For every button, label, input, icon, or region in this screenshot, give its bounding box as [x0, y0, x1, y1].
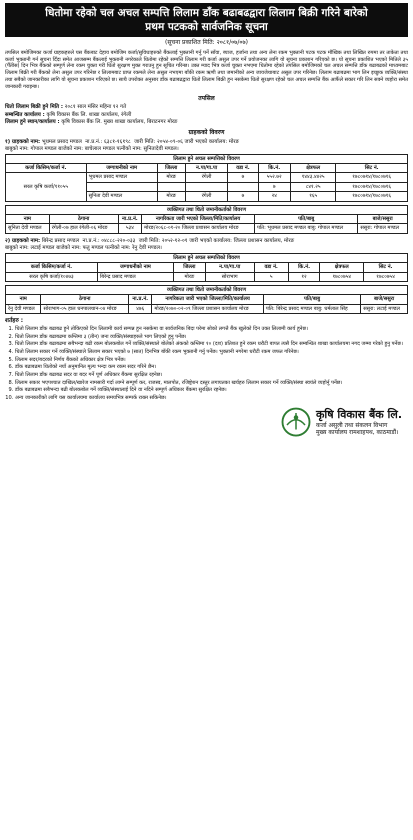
bank-footer [5, 407, 408, 437]
vdc-cell: रंगेली [185, 173, 228, 182]
guarantor-address-cell: रंगेली-०७ हाल रंगेली-०६ मोरङ [49, 224, 118, 233]
guarantor-grand-cell: ससुरा: लटाई मण्डल [361, 304, 408, 313]
borrower-1-label: १) ग्राहकको नाम: [5, 138, 41, 145]
list-item: 3. धितो लिलाम डाँक बढाबढमा सबैभन्दा बढी रकम बोलकबोल गर्ने व्यक्ति/संस्थाले बोलेको अंकको कम्तिमा १० (दश) प्रतिशत हुने रकम धरौटी बापत त्यसै दिन सम्बन्धित शाखा कार्यालयमा नगद जम्मा गरेको हुनु पर्नेछ। [15, 341, 408, 348]
list-item: 8. लिलाम सकार भएपश्चात दाखिल/खारेज नामसारी गर्दा लाग्ने सम्पूर्ण कर, राजस्व, मालपोत, रजिष्ट्रेशन दस्तुर लगायतका खर्चहरु लिलाम सकार गर्ने व्यक्ति/संस्था स्वयंले व्यहोर्नु पर्नेछ। [15, 380, 408, 387]
auction-place-label: लिलाम हुने स्थान/कार्यालय : [5, 119, 60, 126]
header-line-2: प्रथम पटकको सार्वजनिक सूचना [145, 21, 268, 34]
guarantor-issued-cell: मोरङ/२०६८-०१-२० जिल्ला प्रशासन कार्यालय मोरङ [142, 224, 255, 233]
table-header: जिल्ला [157, 164, 185, 173]
vdc-cell [185, 182, 228, 191]
guarantor-grand-cell: ससुरा: गोपाल मण्डल [358, 224, 408, 233]
sheet-cell: १७८०७५४ [364, 272, 408, 281]
bank-name: कृषि विकास बैंक लि. [315, 407, 402, 421]
guarantor-id-cell: ४७६ [129, 304, 152, 313]
borrower-1-name: भूधमल प्रसाद मण्डल [41, 138, 82, 145]
guarantor-parent-cell: पति: भूधमल प्रसाद मण्डल बाबु: गोपाल मण्डल [254, 224, 357, 233]
area-cell: १७८०७५४ [320, 272, 364, 281]
guarantor-name-cell: सुनिता देवी मण्डल [6, 224, 50, 233]
borrower-2-label: २) ग्राहकको नाम: [5, 237, 41, 244]
notice-date: (सूचना प्रकाशित मिति: २०८१/०७/०७) [165, 39, 248, 47]
table-header: पति/बाबु [254, 214, 357, 223]
kitta-cell: ५५२.७२ [258, 173, 290, 182]
table-row [6, 173, 408, 182]
table-header: ना.प्र.नं. [118, 214, 141, 223]
table-header: सिट नं. [364, 263, 408, 272]
district-cell: मोरङ [173, 272, 205, 281]
list-item: 7. धितो लिलाम डाँक बढाबढ सदर वा बदर गर्ने पूर्ण अधिकार बैंकमा सुरक्षित रहनेछ। [15, 372, 408, 379]
table-row [6, 304, 408, 313]
kitta-cell: १२ [288, 272, 320, 281]
auction-office-value: कृषि विकास बैंक लि. शाखा कार्यालय, रंगेली [46, 111, 132, 118]
ward-cell: ५ [254, 272, 288, 281]
auction-place-value: कृषि विकास बैंक लि. मुख्य शाखा कार्यालय, बिराटनगर मोरङ [61, 119, 178, 126]
owner-cell: सुनिता देवी मण्डल [86, 192, 157, 201]
property-table-1-caption: लिलाम हुने अचल सम्पत्तिको विवरण [6, 154, 408, 163]
borrower-2-name: बिरेन्द्र प्रसाद मण्डल [41, 237, 80, 244]
ward-cell: ७ [228, 173, 258, 182]
notice-header [5, 3, 408, 37]
auction-date-line [5, 104, 408, 111]
sheet-cell: १७८०७१४/१७८०७१६ [336, 173, 408, 182]
guarantor-address-cell: सोराभाग-०५ हाल धनपालथान-०४ मोरङ [41, 304, 129, 313]
district-cell [157, 182, 185, 191]
table-header: सिट नं. [336, 164, 408, 173]
list-item: 9. डाँक बढाबढमा सबैभन्दा बढी बोलकबोल गर्ने व्यक्ति/संस्थालाई दिने वा नदिने सम्पूर्ण अधिकार बैंकमा सुरक्षित रहनेछ। [15, 387, 408, 394]
table-header: जिल्ला [173, 263, 205, 272]
table-header: नाम [6, 214, 50, 223]
list-item: 10. अन्य जानकारीको लागि यस कार्यालयमा कार्यालय समयभित्र सम्पर्क राख्न सकिनेछ। [15, 395, 408, 402]
auction-date-value: २०८१ साल मंसिर महिना १२ गते [64, 104, 127, 111]
kitta-cell: २४ [258, 192, 290, 201]
table-header: क्षेत्रफल [290, 164, 335, 173]
bank-address: मुख्य कार्यालय रामशाहपथ, काठमाडौं। [315, 429, 399, 437]
table-header: जग्गाधनीको नाम [97, 263, 173, 272]
ward-cell [228, 182, 258, 191]
ward-cell: ७ [228, 192, 258, 201]
auction-office-label: सम्बन्धित कार्यालय : [5, 111, 45, 118]
area-cell: १४४३.४४२५ [290, 173, 335, 182]
table-header: वडा नं. [254, 263, 288, 272]
property-table-2-caption: लिलाम हुने अचल सम्पत्तिको विवरण [6, 253, 408, 262]
property-table-2 [5, 253, 408, 282]
list-item: 5. लिलाम सदर/बदरको निर्णय बैंकको अधिकार क्षेत्र भित्र पर्नेछ। [15, 357, 408, 364]
table-header: कर्जा किसिम/कर्जा नं. [6, 164, 87, 173]
table-row [6, 224, 408, 233]
table-header: ना.प्र.नं. [129, 295, 152, 304]
guarantor-name-cell: रेनु देवी मण्डल [6, 304, 41, 313]
area-cell: १६५ [290, 192, 335, 201]
owner-cell: बिरेन्द्र प्रसाद मण्डल [97, 272, 173, 281]
area-cell: ८४१.२५ [290, 182, 335, 191]
table-header: ठेगाना [49, 214, 118, 223]
list-item: 6. डाँक बढाबढमा धितोको नयाँ अनुमानित मूल्य भन्दा कम रकम सदर गरिने छैन। [15, 364, 408, 371]
borrower-1-family: बाबुको नाम: गोपाल मण्डल बाजेको नाम: बाचेलाल मण्डल पत्नीको नाम: सुनितादेवी मण्डल। [5, 146, 179, 153]
guarantor-table-2 [5, 285, 408, 314]
conditions-heading: शर्तहरु : [5, 318, 24, 325]
conditions-list [5, 326, 408, 401]
guarantor-table-1 [5, 205, 408, 234]
auction-date-label: धितो लिलाम बिक्री हुने मिति : [5, 104, 63, 111]
table-header: नागरिकता जारी भएको जिल्ला/मिति/कार्यालय [142, 214, 255, 223]
guarantor-parent-cell: पति: बिरेन्द्र प्रसाद मण्डल बाबु: धर्मलाल सिंह [263, 304, 360, 313]
loan-type-cell: सरल कृषि कर्जा/१०४७३ [6, 272, 98, 281]
borrower-2-line [5, 238, 408, 245]
table-header: बाजे/ससुरा [361, 295, 408, 304]
guarantor-issued-cell: मोरङ/२०७०-०२-०९ जिल्ला प्रशासन कार्यालय मोरङ [152, 304, 263, 313]
district-cell: मोरङ [157, 192, 185, 201]
vdc-cell: रंगेली [185, 192, 228, 201]
table-header: न.पा/गा.पा [205, 263, 254, 272]
borrower-1-line [5, 139, 408, 146]
borrower-1-citizenship: ना.प्र.नं.: ६३८१-१६१९८ [85, 138, 131, 145]
bank-info [316, 408, 402, 437]
table-header: कर्जा किसिम/कर्जा नं. [6, 263, 98, 272]
borrower-2-issue: जारी मिति: २०५२-१२-०१ जारी भएको कार्यालय: जिल्ला प्रशासन कार्यालय, मोरङ [138, 237, 295, 244]
list-item: 2. धितो लिलाम डाँक बढाबढमा कम्तिमा ३ (तीन) जना व्यक्ति/संस्थाहरुले भाग लिएको हुनु पर्नेछ। [15, 334, 408, 341]
list-item: 1. धितो लिलाम डाँक बढाबढ हुने तोकिएको दिन लिलामी कार्य सम्पन्न हुन नसकेमा वा सार्वजनिक बिदा परेमा सोको लगत्तै बैंक खुलेको दिन उक्त लिलामी कार्य हुनेछ। [15, 326, 408, 333]
borrower-2-family: बाबुको नाम: लटाई मण्डल बाजेको नाम: फतु मण्डल पत्नीको नाम: रेनु देवी मण्डल। [5, 245, 162, 252]
borrower-1-issue: जारी मिति: २०५४-०९-०६ जारी भएको कार्यालय: मोरङ [134, 138, 239, 145]
owner-cell [86, 182, 157, 191]
table-header: पति/बाबु [263, 295, 360, 304]
table-header: न.पा/गा.पा [185, 164, 228, 173]
table-header: क्षेत्रफल [320, 263, 364, 272]
bank-dept: कर्जा असुली तथा संकलन विभाग [315, 421, 388, 429]
vdc-cell: सोराभाग [205, 272, 254, 281]
table-header: बाजे/ससुरा [358, 214, 408, 223]
owner-cell: भूधमल प्रसाद मण्डल [86, 173, 157, 182]
district-cell: मोरङ [157, 173, 185, 182]
table-header: वडा नं. [228, 164, 258, 173]
sheet-cell: १७८०७१४/१७८०७१६ [336, 182, 408, 191]
table-header: कि.नं. [258, 164, 290, 173]
table-row [6, 272, 408, 281]
loan-type-cell: सरल कृषि कर्जा/११०५५ [6, 173, 87, 201]
tapsil-heading: तपसिल [198, 94, 215, 102]
kitta-cell: ७ [258, 182, 290, 191]
auction-office-line [5, 112, 408, 119]
intro-paragraph: तपसिल बमोजिमका कर्जा ग्राहकहरुले यस बैंकबाट देहाय बमोजिम कर्जा/सुविधाहरुको बैंकलाई भुक्तानी गर्नु पर्ने साँवा, ब्याज, हर्जाना तथा अन्य लेना रकम भुक्तानी पटक पटक मौखिक तथा लिखित रुपमा तर ताकेता तथा कर्जा भुक्तानी गर्न सूचना दिँदा समेत आजसम्म बैंकलाई भुक्तानी नगरेकाले धितोमा रहेको सम्पत्ति लिलाम गरी कर्जा असुल उपर गर्ने प्रयोजनका लागि यो सूचना प्रकाशन गरिएको छ। यो सूचना प्रकाशित भएको मितिले ३५ (पैँतीस) दिन भित्र बैंकको सम्पूर्ण लेना रकम चुक्ता गरी धितो सुरक्षण मुक्त गराउनु हुन सूचित गरिन्छ। उक्त म्याद भित्र कर्जा चुक्ता नभएमा धितोमा रहेको तपसिल बमोजिमको चल अचल सम्पत्ति डाँक बढाबढको माध्यमबाट लिलाम बिक्री गरी बैंकको लेना असुल उपर गरिनेछ र लिलामबाट प्राप्त रकमले लेना असुल नभएमा बाँकी रकम ऋणी तथा जमानीको अन्य जायजेथाबाट असुल उपर गरिनेछ। लिलाम बढाबढमा भाग लिन इच्छुक व्यक्ति/संस्था तथा सबैको जानकारीका लागि यो सूचना प्रकाशन गरिएको छ। साथै उपरोक्त अनुसार डाँक बढाबढद्वारा धितो लिलाम बिक्री हुन नसकेमा धितो सुरक्षण रहेको चल अचल सम्पत्ति बैंक आफैंले सकार गरि लिन सक्ने व्यहोरा समेत जानकारी गराइन्छ। [5, 49, 408, 90]
property-table-1 [5, 154, 408, 202]
table-header: जग्गाधनीको नाम [86, 164, 157, 173]
auction-place-line [5, 119, 408, 126]
borrower-2-citizenship: ना.प्र.नं.: ०४८८८-२२०-०३३ [82, 237, 136, 244]
guarantor-table-1-caption: व्यक्तिगत तथा धितो जमानीकर्ताको विवरण [6, 205, 408, 214]
table-header: ठेगाना [41, 295, 129, 304]
sheet-cell: १७८०७१४/१७८०७१६ [336, 192, 408, 201]
table-header: नाम [6, 295, 41, 304]
guarantor-table-2-caption: व्यक्तिगत तथा धितो जमानीकर्ताको विवरण [6, 285, 408, 294]
header-line-1: धितोमा रहेको चल अचल सम्पत्ति लिलाम डाँक बढाबढद्वारा लिलाम बिक्री गरिने बारेको [45, 7, 368, 19]
table-header: कि.नं. [288, 263, 320, 272]
guarantor-id-cell: ५३४ [118, 224, 141, 233]
borrower-heading: ग्राहकको विवरण [188, 129, 225, 137]
list-item: 4. धितो लिलाम सकार गर्ने व्यक्ति/संस्थाले लिलाम सकार भएको ७ (सात) दिनभित्र बाँकी रकम भुक्तानी गर्नु पर्नेछ। भुक्तानी नगरेमा धरौटी रकम जफत गरिनेछ। [15, 349, 408, 356]
table-header: नागरिकता जारी भएको जिल्ला/मिति/कार्यालय [152, 295, 263, 304]
bank-logo-icon [281, 407, 311, 437]
